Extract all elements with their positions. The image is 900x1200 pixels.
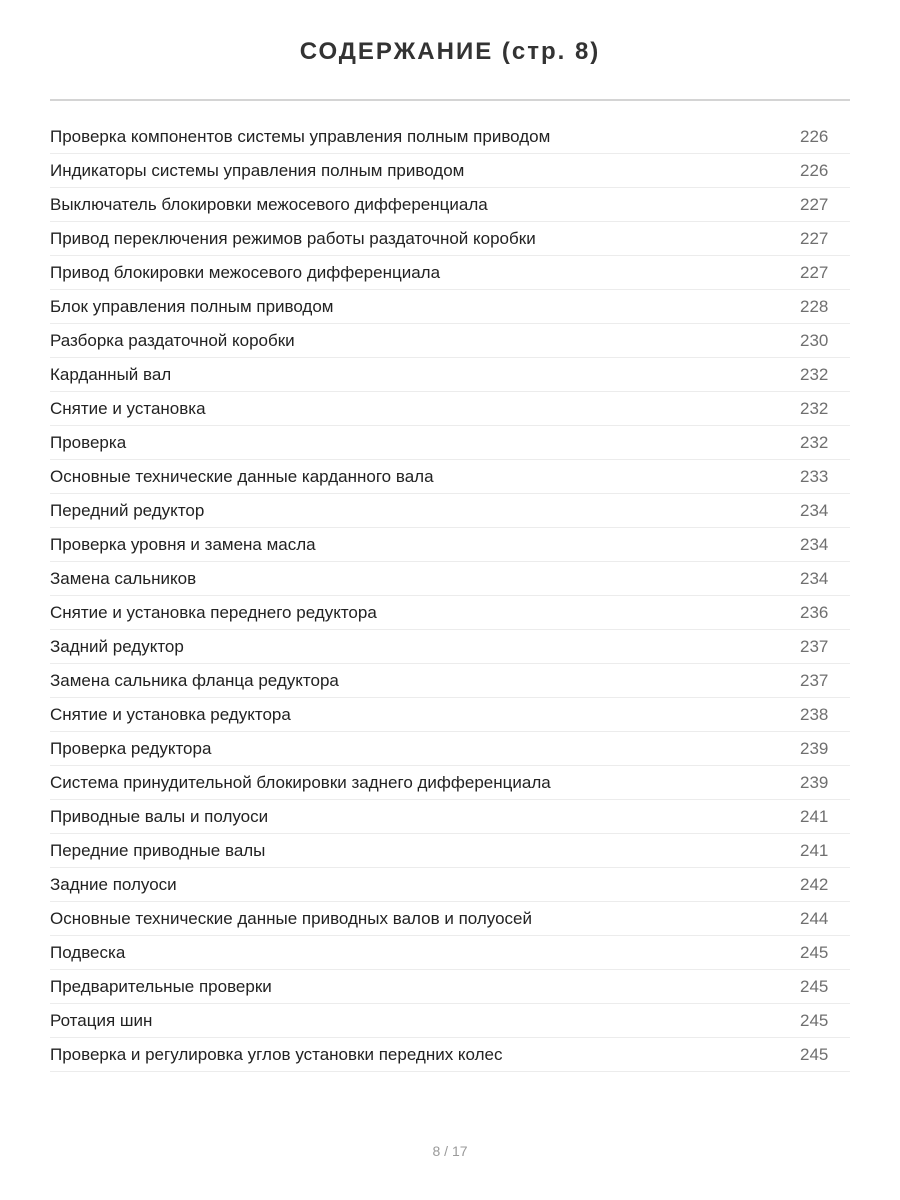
- toc-entry-page-number: 232: [800, 364, 829, 384]
- toc-entry-page-number: 232: [800, 432, 829, 452]
- toc-entry-title: Индикаторы системы управления полным приводом: [50, 160, 465, 180]
- toc-entry-title: Основные технические данные карданного вала: [50, 466, 434, 486]
- toc-entry[interactable]: [50, 528, 850, 562]
- toc-entry-page-number: 230: [800, 330, 829, 350]
- toc-entry-page-number: 232: [800, 398, 829, 418]
- toc-entry-page-number: 237: [800, 636, 829, 656]
- toc-entry[interactable]: [50, 834, 850, 868]
- toc-entry[interactable]: [50, 936, 850, 970]
- toc-entry-title: Приводные валы и полуоси: [50, 806, 269, 826]
- toc-entry-title: Снятие и установка редуктора: [50, 704, 291, 724]
- toc-entry[interactable]: [50, 562, 850, 596]
- toc-entry-page-number: 227: [800, 262, 829, 282]
- toc-entry-page-number: 238: [800, 704, 829, 724]
- toc-entry-page-number: 239: [800, 738, 829, 758]
- toc-entry-title: Основные технические данные приводных валов и полуосей: [50, 908, 532, 928]
- toc-entry[interactable]: [50, 630, 850, 664]
- toc-entry[interactable]: [50, 1004, 850, 1038]
- toc-entry[interactable]: [50, 188, 850, 222]
- toc-entry-page-number: 237: [800, 670, 829, 690]
- toc-entry[interactable]: [50, 494, 850, 528]
- toc-entry-title: Передний редуктор: [50, 500, 205, 520]
- toc-entry-title: Задние полуоси: [50, 874, 177, 894]
- toc-entry-page-number: 245: [800, 1010, 829, 1030]
- toc-entry-title: Предварительные проверки: [50, 976, 272, 996]
- toc-entry[interactable]: [50, 392, 850, 426]
- toc-entry-page-number: 244: [800, 908, 829, 928]
- toc-entry[interactable]: [50, 256, 850, 290]
- toc-entry-title: Снятие и установка: [50, 398, 206, 418]
- toc-entry[interactable]: [50, 222, 850, 256]
- toc-entry-title: Задний редуктор: [50, 636, 184, 656]
- toc-entry[interactable]: [50, 358, 850, 392]
- toc-entry-page-number: 228: [800, 296, 829, 316]
- toc-entry[interactable]: [50, 596, 850, 630]
- toc-entry[interactable]: [50, 120, 850, 154]
- toc-entry[interactable]: [50, 698, 850, 732]
- toc-entry[interactable]: [50, 664, 850, 698]
- toc-entry[interactable]: [50, 800, 850, 834]
- toc-entry[interactable]: [50, 460, 850, 494]
- toc-entry-title: Разборка раздаточной коробки: [50, 330, 295, 350]
- toc-entry-title: Выключатель блокировки межосевого дифференциала: [50, 194, 488, 214]
- toc-entry-title: Проверка редуктора: [50, 738, 212, 758]
- toc-entry-title: Проверка и регулировка углов установки передних колес: [50, 1044, 503, 1064]
- toc-entry-title: Привод переключения режимов работы раздаточной коробки: [50, 228, 536, 248]
- toc-entry-page-number: 233: [800, 466, 829, 486]
- toc-entry-title: Замена сальников: [50, 568, 197, 588]
- toc-entry-page-number: 245: [800, 1044, 829, 1064]
- toc-entry-title: Карданный вал: [50, 364, 172, 384]
- toc-entry-page-number: 239: [800, 772, 829, 792]
- toc-entry-page-number: 234: [800, 568, 829, 588]
- toc-entry-title: Ротация шин: [50, 1010, 153, 1030]
- toc-entry-title: Проверка компонентов системы управления полным приводом: [50, 126, 551, 146]
- toc-entry[interactable]: [50, 324, 850, 358]
- title-divider: [50, 99, 850, 101]
- toc-entry[interactable]: [50, 732, 850, 766]
- toc-entry[interactable]: [50, 766, 850, 800]
- toc-entry-page-number: 242: [800, 874, 829, 894]
- toc-entry[interactable]: [50, 902, 850, 936]
- toc-entry-page-number: 226: [800, 160, 829, 180]
- toc-entry-title: Передние приводные валы: [50, 840, 266, 860]
- toc-entry-page-number: 227: [800, 194, 829, 214]
- toc-entry-title: Привод блокировки межосевого дифференциала: [50, 262, 441, 282]
- toc-entry-title: Снятие и установка переднего редуктора: [50, 602, 377, 622]
- toc-entry[interactable]: [50, 868, 850, 902]
- toc-entry-page-number: 245: [800, 976, 829, 996]
- toc-entry[interactable]: [50, 970, 850, 1004]
- toc-entry-title: Замена сальника фланца редуктора: [50, 670, 339, 690]
- toc-entry-page-number: 236: [800, 602, 829, 622]
- toc-entry-page-number: 227: [800, 228, 829, 248]
- page-title: СОДЕРЖАНИЕ (стр. 8): [299, 38, 601, 65]
- toc-entry-page-number: 234: [800, 500, 829, 520]
- toc-list: [50, 120, 850, 1072]
- toc-entry-title: Проверка уровня и замена масла: [50, 534, 316, 554]
- page-indicator: 8 / 17: [432, 1143, 468, 1159]
- toc-entry[interactable]: [50, 1038, 850, 1072]
- toc-entry-title: Система принудительной блокировки заднего дифференциала: [50, 772, 551, 792]
- toc-entry-page-number: 226: [800, 126, 829, 146]
- toc-entry-page-number: 234: [800, 534, 829, 554]
- toc-entry-page-number: 245: [800, 942, 829, 962]
- toc-entry-title: Блок управления полным приводом: [50, 296, 334, 316]
- toc-entry-page-number: 241: [800, 840, 829, 860]
- toc-entry[interactable]: [50, 290, 850, 324]
- toc-entry-page-number: 241: [800, 806, 829, 826]
- toc-entry-title: Подвеска: [50, 942, 126, 962]
- toc-entry[interactable]: [50, 426, 850, 460]
- toc-entry[interactable]: [50, 154, 850, 188]
- toc-entry-title: Проверка: [50, 432, 127, 452]
